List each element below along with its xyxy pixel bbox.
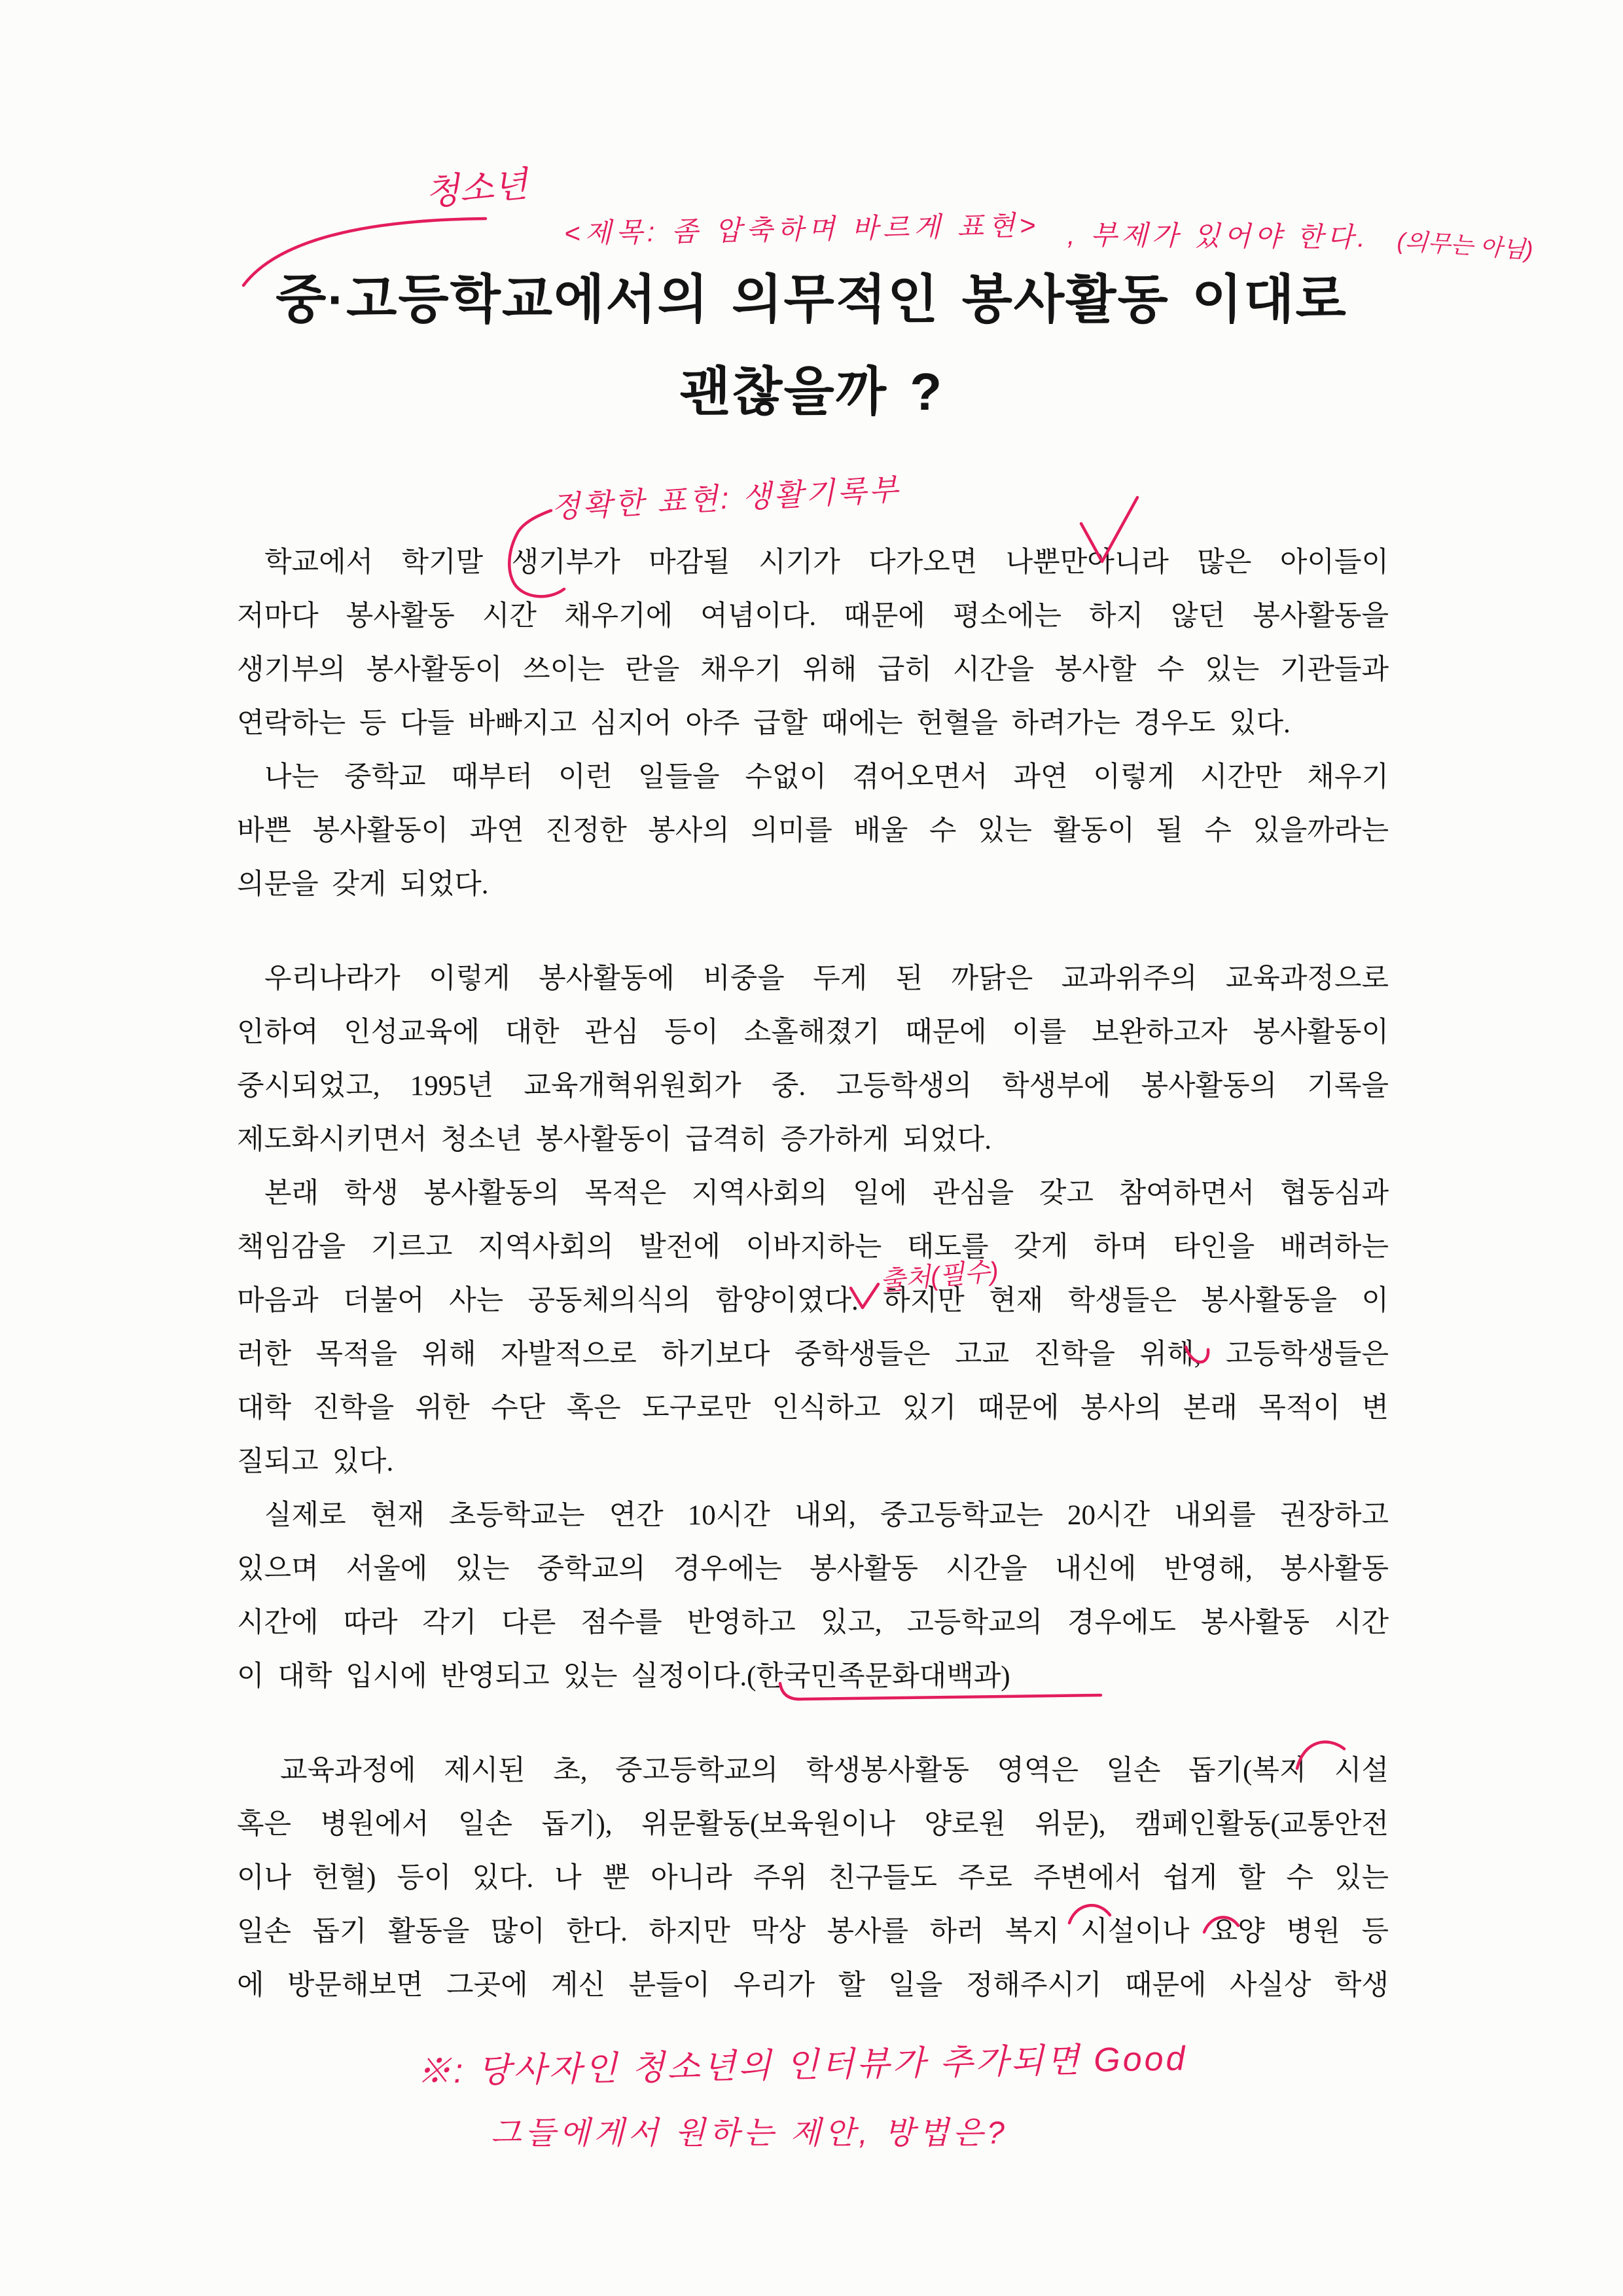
annotation-subtitle-comment: , 부제가 있어야 한다. [1067,219,1370,253]
paragraph-line: 일손 돕기 활동을 많이 한다. 하지만 막상 봉사를 하러 복지 시설이나 요양 병원 등 [237,1916,1389,1947]
paragraph-line: 의문을 갖게 되었다. [237,869,489,900]
paragraph-line: 러한 목적을 위해 자발적으로 하기보다 중학생들은 고교 진학을 위해, 고등학생들은 [237,1339,1389,1370]
paragraph-2 [237,751,1389,912]
paragraph-line: 제도화시키면서 청소년 봉사활동이 급격히 증가하게 되었다. [237,1124,991,1155]
paragraph-line: 에 방문해보면 그곳에 계신 분들이 우리가 할 일을 정해주시기 때문에 사실상 학생 [237,1970,1389,2001]
paragraph-line: 생기부의 봉사활동이 쓰이는 란을 채우기 위해 급히 시간을 봉사할 수 있는 기관들과 [237,655,1389,685]
paragraph-line: 마음과 더불어 사는 공동체의식의 함양이였다. 하지만 현재 학생들은 봉사활동을 이 [237,1285,1389,1316]
annotation-title-word: 청소년 [423,164,529,213]
document-title-line-2: 괜찮을까 ? [679,363,944,421]
paragraph-line: 교육과정에 제시된 초, 중고등학교의 학생봉사활동 영역은 일손 돕기(복지 시설 [280,1755,1389,1786]
annotation-title-comment: <제목: 좀 압축하며 바르게 표현> [563,209,1041,249]
annotation-optional-comment: (의무는 아님) [1396,227,1534,264]
paragraph-line: 중시되었고, 1995년 교육개혁위원회가 중. 고등학생의 학생부에 봉사활동의 기록을 [237,1071,1389,1102]
paragraph-line: 저마다 봉사활동 시간 채우기에 여념이다. 때문에 평소에는 하지 않던 봉사활동을 [237,601,1389,632]
paragraph-line: 나는 중학교 때부터 이런 일들을 수없이 겪어오면서 과연 이렇게 시간만 채우기 [264,762,1389,793]
annotation-term-correction: 정확한 표현: 생활기록부 [550,472,902,524]
paragraph-line: 바쁜 봉사활동이 과연 진정한 봉사의 의미를 배울 수 있는 활동이 될 수 있을까라는 [237,816,1389,846]
document-title-line-1: 중·고등학교에서의 의무적인 봉사활동 이대로 [276,270,1347,329]
paragraph-4 [237,1167,1389,1489]
paragraph-line: 책임감을 기르고 지역사회의 발전에 이바지하는 태도를 갖게 하며 타인을 배려하는 [237,1232,1389,1263]
paragraph-line: 인하여 인성교육에 대한 관심 등이 소홀해졌기 때문에 이를 보완하고자 봉사활동이 [237,1017,1389,1048]
paragraph-line: 본래 학생 봉사활동의 목적은 지역사회의 일에 관심을 갖고 참여하면서 협동심과 [264,1178,1389,1209]
annotation-source-required: 출처(필수) [879,1257,1000,1296]
paragraph-spacer [237,1704,1389,1744]
annotation-comment-line-2: 그들에게서 원하는 제안, 방법은? [491,2116,1008,2151]
paragraph-line: 질되고 있다. [237,1446,394,1477]
paragraph-line: 연락하는 등 다들 바빠지고 심지어 아주 급할 때에는 헌혈을 하려가는 경우도 있다. [237,708,1291,739]
paragraph-line: 혹은 병원에서 일손 돕기), 위문활동(보육원이나 양로원 위문), 캠페인활동(교통안전 [237,1809,1389,1840]
paragraph-3 [237,952,1389,1167]
paragraph-1 [237,536,1389,751]
paragraph-6 [237,1744,1389,2013]
paragraph-line: 이나 헌혈) 등이 있다. 나 뿐 아니라 주위 친구들도 주로 주변에서 쉽게 할 수 있는 [237,1863,1389,1893]
document-body [237,536,1389,2013]
paragraph-line: 있으며 서울에 있는 중학교의 경우에는 봉사활동 시간을 내신에 반영해, 봉사활동 [237,1554,1389,1585]
paragraph-line: 시간에 따라 각기 다른 점수를 반영하고 있고, 고등학교의 경우에도 봉사활동 시간 [237,1607,1389,1638]
paragraph-spacer [237,912,1389,952]
paragraph-5 [237,1489,1389,1704]
paragraph-line-with-citation: 이 대학 입시에 반영되고 있는 실정이다.(한국민족문화대백과) [237,1661,1010,1692]
paragraph-line: 우리나라가 이렇게 봉사활동에 비중을 두게 된 까닭은 교과위주의 교육과정으로 [264,963,1389,994]
annotation-comment-line-1: ※: 당사자인 청소년의 인터뷰가 추가되면 Good [416,2039,1188,2091]
paragraph-line: 학교에서 학기말 생기부가 마감될 시기가 다가오면 나뿐만아니라 많은 아이들이 [264,547,1389,578]
paragraph-line: 실제로 현재 초등학교는 연간 10시간 내외, 중고등학교는 20시간 내외를 권장하고 [264,1500,1389,1531]
paragraph-line: 대학 진학을 위한 수단 혹은 도구로만 인식하고 있기 때문에 봉사의 본래 목적이 변 [237,1393,1389,1424]
